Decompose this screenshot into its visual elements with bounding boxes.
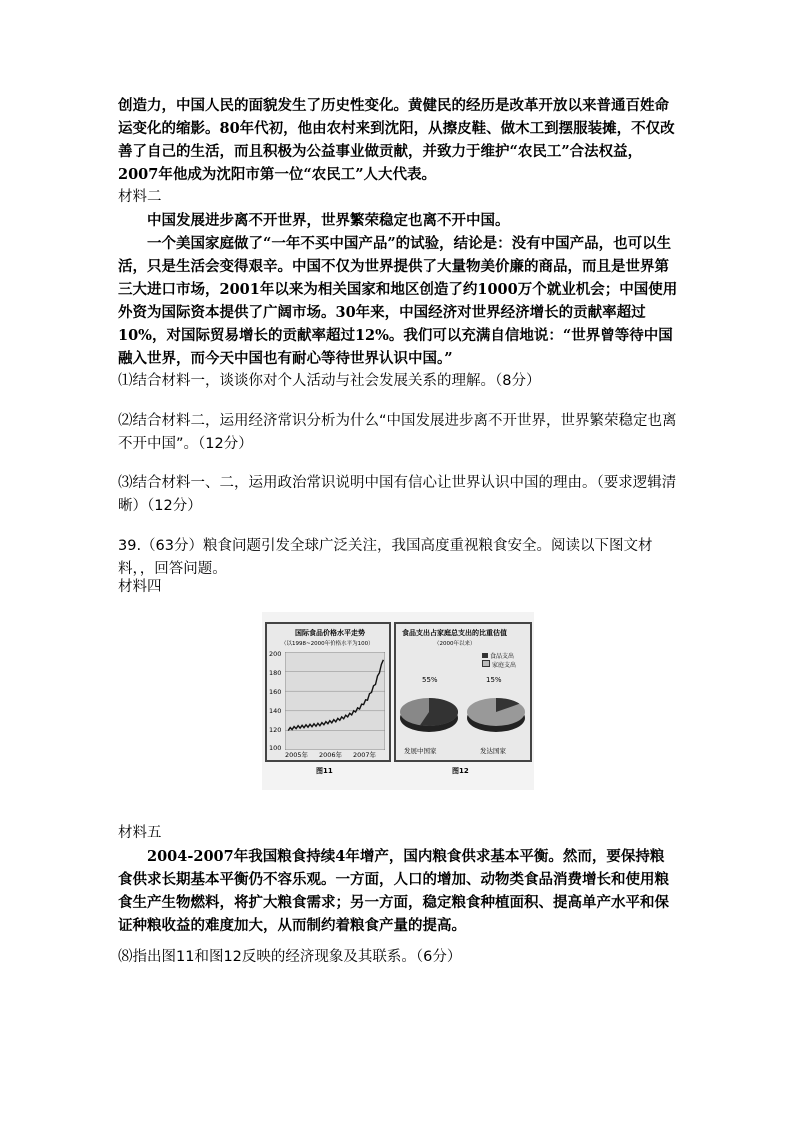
fig12-left-pct: 55% (422, 676, 438, 684)
fig11-plot-area (285, 652, 385, 750)
fig11-ytick: 180 (269, 669, 282, 677)
fig12-legend-item (482, 651, 516, 660)
material-five-heading: 材料五 (118, 825, 162, 841)
legend-label: 家庭支出 (492, 662, 517, 669)
question-39: 39.（63分）粮食问题引发全球广泛关注，我国高度重视粮食安全。阅读以下图文材料，，回答问题。 (118, 538, 653, 577)
legend-label: 食品支出 (490, 653, 515, 660)
fig12-title: 食品支出占家庭总支出的比重估值 (402, 629, 507, 637)
figure-11-chart (265, 622, 391, 762)
fig11-plot (285, 652, 385, 750)
fig11-ytick: 160 (269, 688, 282, 696)
fig11-xtick: 2007年 (353, 751, 377, 759)
figure-11-12 (262, 612, 534, 790)
material-one-continued: 创造力，中国人民的面貌发生了历史性变化。黄健民的经历是改革开放以来普通百姓命运变化的缩影。80年代初，他由农村来到沈阳，从擦皮鞋、做木工到摆服装摊，不仅改善了自己的生活，而且积极为公益事业做贡献，并致力于维护“农民工”合法权益，2007年他成为沈阳市第一位“农民工”人大代表。 (118, 97, 675, 183)
question-3: ⑶结合材料一、二，运用政治常识说明中国有信心让世界认识中国的理由。（要求逻辑清晰）（12分） (118, 475, 677, 514)
question-1: ⑴结合材料一，谈谈你对个人活动与社会发展关系的理解。（8分） (118, 373, 541, 389)
fig11-caption: 图11 (316, 767, 333, 775)
question-2: ⑵结合材料二，运用经济常识分析为什么“中国发展进步离不开世界，世界繁荣稳定也离不开中国”。（12分） (118, 413, 677, 452)
fig12-right-label: 发达国家 (480, 747, 506, 755)
question-8: ⑻指出图11和图12反映的经济现象及其联系。（6分） (118, 949, 462, 965)
figure-12-chart (394, 622, 532, 762)
fig12-pies (396, 686, 530, 744)
material-four-heading: 材料四 (118, 579, 162, 595)
fig11-subtitle: （以1998~2000年价格水平为100） (281, 641, 374, 647)
fig11-ytick: 100 (269, 744, 282, 752)
legend-swatch-dark (482, 653, 488, 658)
fig11-ytick: 120 (269, 726, 282, 734)
fig12-subtitle: （2000年以来） (434, 641, 476, 647)
legend-swatch-light (482, 660, 490, 667)
fig12-caption: 图12 (452, 767, 469, 775)
fig12-right-pct: 15% (486, 676, 502, 684)
fig12-left-label: 发展中国家 (404, 747, 437, 755)
material-two-body: 一个美国家庭做了“一年不买中国产品”的试验，结论是：没有中国产品，也可以生活，只是生活会变得艰辛。中国不仅为世界提供了大量物美价廉的商品，而且是世界第三大进口市场，2001年以来为相关国家和地区创造了约1000万个就业机会；中国使用外资为国际资本提供了广阔市场。30年来，中国经济对世界经济增长的贡献率超过10%，对国际贸易增长的贡献率超过12%。我们可以充满自信地说：“世界曾等待中国融入世界，而今天中国也有耐心等待世界认识中国。” (118, 235, 678, 367)
material-five-body: 2004-2007年我国粮食持续4年增产，国内粮食供求基本平衡。然而，要保持粮食供求长期基本平衡仍不容乐观。一方面，人口的增加、动物类食品消费增长和使用粮食生产生物燃料，将扩大粮食需求；另一方面，稳定粮食种植面积、提高单产水平和保证种粮收益的难度加大，从而制约着粮食产量的提高。 (118, 848, 669, 934)
fig12-legend-item (482, 660, 516, 669)
fig11-title: 国际食品价格水平走势 (295, 629, 365, 637)
material-two-lead: 中国发展进步离不开世界，世界繁荣稳定也离不开中国。 (147, 212, 510, 229)
fig11-xtick: 2005年 (285, 751, 309, 759)
fig11-ytick: 200 (269, 650, 282, 658)
fig12-legend (482, 651, 516, 669)
material-two-heading: 材料二 (118, 189, 162, 205)
fig11-xtick: 2006年 (319, 751, 343, 759)
fig11-ytick: 140 (269, 707, 282, 715)
